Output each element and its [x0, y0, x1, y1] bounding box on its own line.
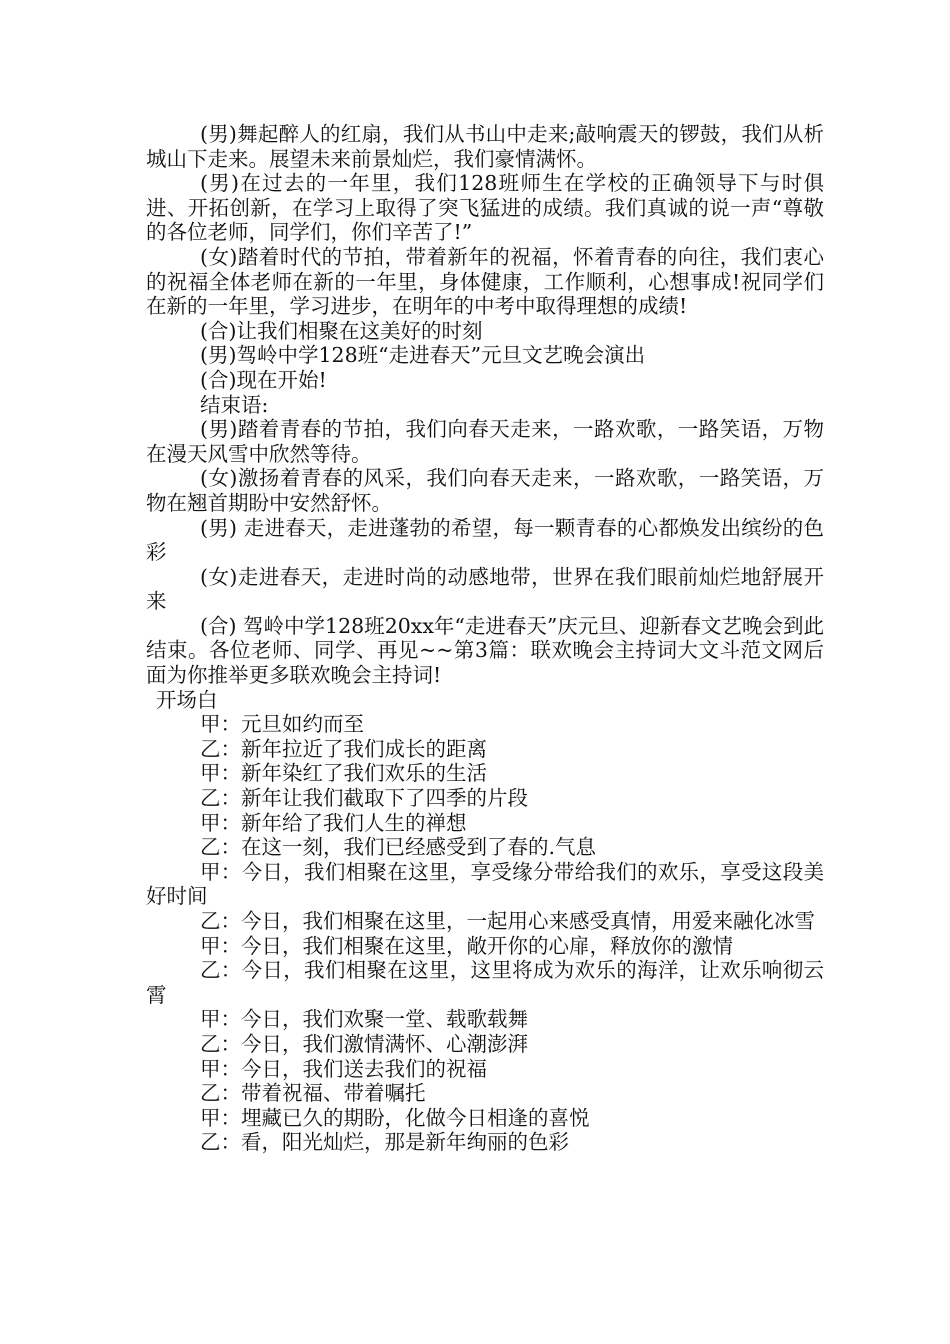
dialogue-line: 乙：看，阳光灿烂，那是新年绚丽的色彩	[200, 1130, 569, 1155]
dialogue-line: 乙：新年拉近了我们成长的距离	[200, 736, 487, 761]
paragraph: (男)踏着青春的节拍，我们向春天走来，一路欢歌，一路笑语，万物在漫天风雪中欣然等待。	[146, 417, 824, 466]
dialogue-line: 乙：新年让我们截取下了四季的片段	[200, 786, 528, 811]
dialogue-line: 乙：带着祝福、带着嘱托	[200, 1081, 426, 1106]
paragraph: (女)激扬着青春的风采，我们向春天走来，一路欢歌，一路笑语，万物在翘首期盼中安然舒怀。	[146, 466, 824, 515]
dialogue-line: 乙：今日，我们激情满怀、心潮澎湃	[200, 1031, 528, 1056]
paragraph: (女)走进春天，走进时尚的动感地带，世界在我们眼前灿烂地舒展开来	[146, 564, 824, 614]
dialogue-line: 甲：今日，我们相聚在这里，享受缘分带给我们的欢乐，享受这段美好时间	[146, 859, 824, 909]
paragraph: (合)让我们相聚在这美好的时刻	[200, 318, 483, 343]
section-label: 结束语:	[200, 392, 269, 417]
paragraph: (女)踏着时代的节拍，带着新年的祝福，怀着青春的向往，我们衷心的祝福全体老师在新的一年里，身体健康，工作顺利，心想事成!祝同学们在新的一年里，学习进步，在明年的中考中取得理想的成绩!	[146, 244, 824, 319]
dialogue-line: 甲：新年给了我们人生的禅想	[200, 810, 467, 835]
paragraph: (男)在过去的一年里，我们128班师生在学校的正确领导下与时俱进、开拓创新，在学习上取得了突飞猛进的成绩。我们真诚的说一声“尊敬的各位老师，同学们，你们辛苦了!”	[146, 171, 824, 245]
paragraph: (合)现在开始!	[200, 367, 327, 392]
dialogue-line: 甲：今日，我们相聚在这里，敞开你的心扉，释放你的激情	[200, 933, 733, 958]
dialogue-line: 甲：元旦如约而至	[200, 712, 364, 737]
dialogue-line: 甲：埋藏已久的期盼，化做今日相逢的喜悦	[200, 1105, 590, 1130]
dialogue-line: 甲：今日，我们欢聚一堂、载歌载舞	[200, 1007, 528, 1032]
dialogue-line: 甲：新年染红了我们欢乐的生活	[200, 761, 487, 786]
dialogue-line: 乙：今日，我们相聚在这里，一起用心来感受真情，用爱来融化冰雪	[200, 909, 815, 933]
document-body	[146, 122, 824, 1155]
paragraph: (男) 走进春天，走进蓬勃的希望，每一颗青春的心都焕发出缤纷的色彩	[146, 515, 824, 565]
section-heading: 开场白	[156, 687, 218, 712]
dialogue-line: 乙：今日，我们相聚在这里，这里将成为欢乐的海洋，让欢乐响彻云霄	[146, 958, 824, 1007]
dialogue-line: 甲：今日，我们送去我们的祝福	[200, 1056, 487, 1081]
paragraph: (男)舞起醉人的红扇，我们从书山中走来;敲响震天的锣鼓，我们从析城山下走来。展望未来前景灿烂，我们豪情满怀。	[146, 122, 824, 171]
paragraph: (男)驾岭中学128班“走进春天”元旦文艺晚会演出	[200, 343, 646, 368]
paragraph: (合) 驾岭中学128班20xx年“走进春天”庆元旦、迎新春文艺晚会到此结束。各位老师、同学、再见~~第3篇：联欢晚会主持词大文斗范文网后面为你推举更多联欢晚会主持词!	[146, 613, 824, 688]
dialogue-line: 乙：在这一刻，我们已经感受到了春的.气息	[200, 835, 597, 860]
